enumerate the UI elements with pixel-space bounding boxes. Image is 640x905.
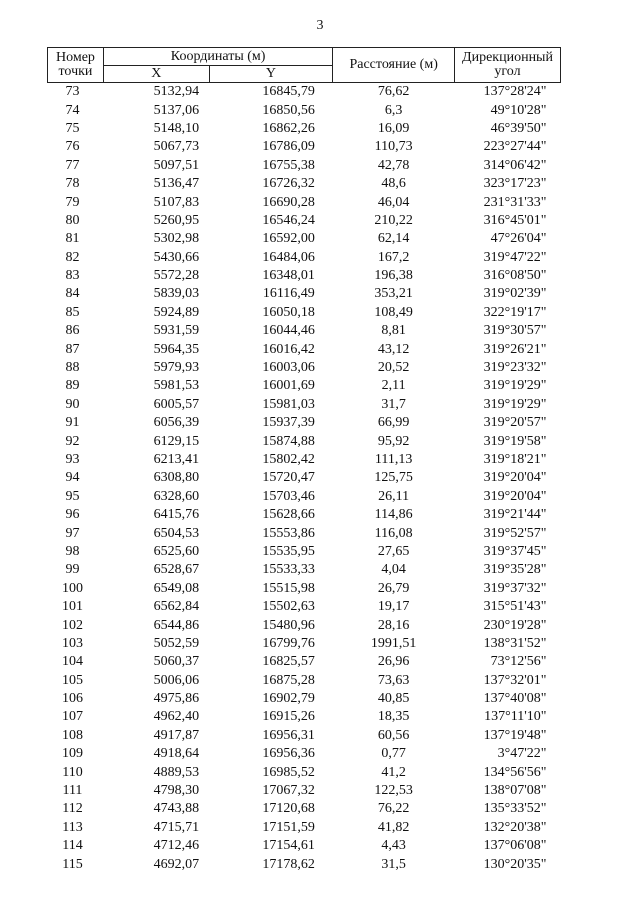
cell-y: 16786,09 bbox=[262, 139, 315, 155]
cell-x: 5136,47 bbox=[153, 176, 200, 192]
cell-point-number: 91 bbox=[65, 415, 80, 431]
page-number: 3 bbox=[316, 18, 324, 33]
table-row bbox=[48, 782, 561, 800]
cell-point-number: 115 bbox=[62, 856, 83, 872]
cell-point-number: 76 bbox=[65, 139, 80, 155]
cell-point-number: 73 bbox=[65, 84, 80, 100]
cell-direction-angle: 132°20'38" bbox=[483, 819, 547, 835]
table-row bbox=[48, 469, 561, 487]
cell-direction-angle: 319°26'21" bbox=[483, 341, 547, 357]
cell-direction-angle: 319°35'28" bbox=[483, 562, 547, 578]
cell-direction-angle: 314°06'42" bbox=[483, 157, 547, 173]
cell-distance: 353,21 bbox=[374, 286, 413, 302]
cell-direction-angle: 223°27'44" bbox=[483, 139, 547, 155]
cell-distance: 4,04 bbox=[381, 562, 406, 578]
cell-point-number: 89 bbox=[65, 378, 80, 394]
cell-distance: 46,04 bbox=[377, 194, 410, 210]
cell-y: 15802,42 bbox=[262, 452, 315, 467]
cell-direction-angle: 319°19'58" bbox=[483, 433, 547, 449]
cell-x: 4798,30 bbox=[153, 783, 200, 799]
cell-distance: 8,81 bbox=[381, 323, 406, 339]
cell-point-number: 109 bbox=[61, 746, 83, 762]
table-row bbox=[48, 138, 561, 156]
cell-distance: 76,22 bbox=[377, 801, 410, 817]
cell-direction-angle: 134°56'56" bbox=[483, 764, 547, 780]
table-row bbox=[48, 506, 561, 524]
cell-x: 4889,53 bbox=[153, 764, 200, 780]
cell-y: 15515,98 bbox=[262, 580, 315, 596]
table-row bbox=[48, 763, 561, 781]
cell-distance: 110,73 bbox=[374, 139, 413, 155]
cell-distance: 43,12 bbox=[377, 341, 410, 357]
cell-point-number: 112 bbox=[62, 801, 83, 817]
cell-distance: 26,96 bbox=[377, 654, 410, 670]
cell-x: 5006,06 bbox=[153, 672, 200, 688]
cell-distance: 4,43 bbox=[381, 838, 406, 854]
cell-y: 16044,46 bbox=[262, 323, 315, 339]
cell-point-number: 77 bbox=[65, 157, 80, 173]
cell-direction-angle: 231°31'33" bbox=[483, 194, 547, 210]
table-row bbox=[48, 543, 561, 561]
cell-y: 16348,01 bbox=[262, 268, 315, 284]
cell-direction-angle: 230°19'28" bbox=[483, 617, 547, 633]
header-point-number-line2: точки bbox=[58, 64, 93, 79]
cell-x: 5060,37 bbox=[153, 654, 200, 670]
cell-y: 16862,26 bbox=[262, 120, 315, 136]
cell-x: 4918,64 bbox=[153, 746, 200, 762]
cell-direction-angle: 319°20'57" bbox=[483, 415, 547, 431]
table-row bbox=[48, 377, 561, 395]
cell-y: 16799,76 bbox=[262, 635, 315, 651]
header-point-number-line1: Номер bbox=[56, 50, 95, 65]
header-direction-angle-line2: угол bbox=[494, 64, 521, 79]
cell-y: 16956,36 bbox=[262, 746, 315, 762]
cell-distance: 16,09 bbox=[377, 120, 410, 136]
table-row bbox=[48, 193, 561, 211]
table-header bbox=[48, 48, 561, 83]
table-row bbox=[48, 635, 561, 653]
cell-distance: 26,11 bbox=[378, 488, 410, 504]
cell-x: 5964,35 bbox=[153, 341, 200, 357]
cell-y: 17067,32 bbox=[262, 783, 315, 799]
cell-y: 16985,52 bbox=[262, 764, 315, 780]
cell-y: 15981,03 bbox=[262, 396, 315, 412]
cell-x: 5979,93 bbox=[153, 360, 200, 376]
cell-point-number: 87 bbox=[65, 341, 80, 357]
cell-y: 16116,49 bbox=[262, 286, 315, 302]
cell-distance: 95,92 bbox=[377, 433, 410, 449]
cell-direction-angle: 137°06'08" bbox=[483, 838, 547, 854]
cell-distance: 20,52 bbox=[377, 360, 410, 376]
header-coordinates: Координаты (м) bbox=[103, 48, 332, 66]
cell-direction-angle: 319°52'57" bbox=[483, 525, 547, 541]
cell-point-number: 99 bbox=[65, 562, 80, 578]
cell-y: 16003,06 bbox=[262, 360, 315, 376]
table-row bbox=[48, 745, 561, 763]
cell-x: 5302,98 bbox=[153, 231, 200, 247]
cell-direction-angle: 46°39'50" bbox=[490, 120, 547, 136]
cell-y: 15535,95 bbox=[262, 543, 315, 559]
header-y: Y bbox=[209, 66, 333, 83]
cell-distance: 66,99 bbox=[377, 415, 410, 431]
cell-x: 6213,41 bbox=[153, 452, 200, 467]
cell-y: 16956,31 bbox=[262, 727, 315, 743]
cell-x: 4712,46 bbox=[153, 838, 200, 854]
cell-y: 16915,26 bbox=[262, 709, 315, 725]
cell-x: 6328,60 bbox=[153, 488, 200, 504]
cell-distance: 2,11 bbox=[381, 378, 406, 394]
cell-point-number: 95 bbox=[65, 488, 80, 504]
cell-direction-angle: 138°31'52" bbox=[483, 635, 547, 651]
cell-point-number: 81 bbox=[65, 231, 80, 247]
cell-y: 16050,18 bbox=[262, 304, 315, 320]
cell-distance: 18,35 bbox=[377, 709, 410, 725]
cell-point-number: 84 bbox=[65, 286, 80, 302]
table-row bbox=[48, 727, 561, 745]
cell-point-number: 90 bbox=[65, 396, 80, 412]
cell-distance: 40,85 bbox=[377, 691, 410, 707]
cell-y: 17151,59 bbox=[262, 819, 315, 835]
cell-x: 6528,67 bbox=[153, 562, 200, 578]
cell-x: 5052,59 bbox=[153, 635, 200, 651]
table-row bbox=[48, 285, 561, 303]
cell-x: 5132,94 bbox=[153, 84, 200, 100]
cell-point-number: 74 bbox=[65, 102, 80, 118]
table-row bbox=[48, 598, 561, 616]
cell-direction-angle: 137°11'10" bbox=[484, 709, 547, 725]
cell-y: 16845,79 bbox=[262, 84, 315, 100]
table-row bbox=[48, 708, 561, 726]
cell-direction-angle: 138°07'08" bbox=[483, 783, 547, 799]
cell-point-number: 106 bbox=[61, 691, 83, 707]
cell-y: 15720,47 bbox=[262, 470, 315, 486]
cell-y: 16850,56 bbox=[262, 102, 315, 118]
cell-y: 15628,66 bbox=[262, 507, 315, 523]
table-row bbox=[48, 101, 561, 119]
cell-direction-angle: 319°19'29" bbox=[483, 396, 547, 412]
cell-direction-angle: 319°47'22" bbox=[483, 249, 547, 265]
cell-y: 16825,57 bbox=[262, 654, 315, 670]
table-row bbox=[48, 175, 561, 193]
cell-point-number: 88 bbox=[65, 360, 80, 376]
cell-distance: 210,22 bbox=[374, 212, 413, 228]
cell-distance: 0,77 bbox=[381, 746, 406, 762]
cell-direction-angle: 319°21'44" bbox=[483, 507, 547, 523]
cell-x: 6005,57 bbox=[153, 396, 200, 412]
table-row bbox=[48, 212, 561, 230]
header-direction-angle bbox=[455, 48, 561, 83]
header-x: X bbox=[103, 66, 209, 83]
cell-distance: 62,14 bbox=[377, 231, 410, 247]
cell-direction-angle: 316°08'50" bbox=[483, 268, 547, 284]
cell-x: 6544,86 bbox=[153, 617, 200, 633]
cell-direction-angle: 323°17'23" bbox=[483, 176, 547, 192]
cell-direction-angle: 319°23'32" bbox=[483, 360, 547, 376]
cell-point-number: 82 bbox=[65, 249, 80, 265]
table-row bbox=[48, 230, 561, 248]
cell-point-number: 79 bbox=[65, 194, 80, 210]
cell-x: 6549,08 bbox=[153, 580, 200, 596]
cell-direction-angle: 49°10'28" bbox=[490, 102, 547, 118]
cell-distance: 122,53 bbox=[374, 783, 413, 799]
cell-y: 16902,79 bbox=[262, 691, 315, 707]
cell-y: 17178,62 bbox=[262, 856, 315, 872]
cell-x: 5981,53 bbox=[153, 378, 200, 394]
cell-direction-angle: 319°02'39" bbox=[483, 286, 547, 302]
cell-x: 5137,06 bbox=[153, 102, 200, 118]
cell-distance: 196,38 bbox=[374, 268, 413, 284]
cell-x: 4975,86 bbox=[153, 691, 200, 707]
cell-direction-angle: 319°37'32" bbox=[483, 580, 547, 596]
cell-direction-angle: 319°30'57" bbox=[483, 323, 547, 339]
cell-distance: 31,5 bbox=[381, 856, 406, 872]
cell-x: 5148,10 bbox=[153, 120, 200, 136]
cell-point-number: 108 bbox=[61, 727, 83, 743]
cell-direction-angle: 137°32'01" bbox=[483, 672, 547, 688]
cell-distance: 73,63 bbox=[377, 672, 410, 688]
cell-point-number: 85 bbox=[65, 304, 80, 320]
cell-y: 15937,39 bbox=[262, 415, 315, 431]
table-row bbox=[48, 83, 561, 102]
cell-x: 6129,15 bbox=[153, 433, 200, 449]
header-distance: Расстояние (м) bbox=[333, 48, 455, 83]
cell-y: 16726,32 bbox=[262, 176, 315, 192]
cell-direction-angle: 137°19'48" bbox=[483, 727, 547, 743]
table-row bbox=[48, 561, 561, 579]
table-row bbox=[48, 359, 561, 377]
cell-x: 4917,87 bbox=[153, 727, 200, 743]
table-row bbox=[48, 267, 561, 285]
cell-direction-angle: 130°20'35" bbox=[483, 856, 547, 872]
table-row bbox=[48, 340, 561, 358]
table-row bbox=[48, 524, 561, 542]
cell-y: 15553,86 bbox=[262, 525, 315, 541]
cell-y: 16592,00 bbox=[262, 231, 315, 247]
cell-direction-angle: 137°40'08" bbox=[483, 691, 547, 707]
cell-distance: 76,62 bbox=[377, 84, 410, 100]
table-row bbox=[48, 690, 561, 708]
table-row bbox=[48, 837, 561, 855]
table-row bbox=[48, 322, 561, 340]
table-row bbox=[48, 488, 561, 506]
cell-y: 15533,33 bbox=[262, 562, 315, 578]
cell-y: 16875,28 bbox=[262, 672, 315, 688]
cell-x: 6056,39 bbox=[153, 415, 200, 431]
cell-distance: 167,2 bbox=[377, 249, 410, 265]
coordinates-table bbox=[47, 47, 561, 874]
cell-distance: 26,79 bbox=[377, 580, 410, 596]
cell-y: 16755,38 bbox=[262, 157, 315, 173]
cell-x: 5107,83 bbox=[153, 194, 200, 210]
table-row bbox=[48, 432, 561, 450]
table-row bbox=[48, 672, 561, 690]
cell-point-number: 114 bbox=[62, 838, 83, 854]
cell-x: 5097,51 bbox=[153, 157, 200, 173]
cell-direction-angle: 319°18'21" bbox=[483, 452, 547, 467]
cell-y: 16690,28 bbox=[262, 194, 315, 210]
cell-x: 5260,95 bbox=[153, 212, 200, 228]
cell-point-number: 94 bbox=[65, 470, 80, 486]
cell-y: 15480,96 bbox=[262, 617, 315, 633]
cell-y: 16001,69 bbox=[262, 378, 315, 394]
cell-distance: 114,86 bbox=[374, 507, 413, 523]
table-row bbox=[48, 580, 561, 598]
cell-x: 5430,66 bbox=[153, 249, 200, 265]
cell-point-number: 98 bbox=[65, 543, 80, 559]
cell-point-number: 100 bbox=[61, 580, 83, 596]
cell-distance: 42,78 bbox=[377, 157, 410, 173]
cell-distance: 48,6 bbox=[381, 176, 406, 192]
cell-direction-angle: 319°37'45" bbox=[483, 543, 547, 559]
cell-point-number: 97 bbox=[65, 525, 80, 541]
cell-direction-angle: 319°20'04" bbox=[483, 470, 547, 486]
cell-point-number: 86 bbox=[65, 323, 80, 339]
cell-point-number: 107 bbox=[61, 709, 83, 725]
cell-direction-angle: 315°51'43" bbox=[483, 599, 547, 615]
cell-point-number: 92 bbox=[65, 433, 80, 449]
cell-direction-angle: 316°45'01" bbox=[483, 212, 547, 228]
table-row bbox=[48, 414, 561, 432]
cell-y: 16016,42 bbox=[262, 341, 315, 357]
table-row bbox=[48, 120, 561, 138]
cell-direction-angle: 319°19'29" bbox=[483, 378, 547, 394]
cell-y: 16484,06 bbox=[262, 249, 315, 265]
cell-distance: 19,17 bbox=[377, 599, 410, 615]
cell-point-number: 110 bbox=[62, 764, 83, 780]
cell-x: 4962,40 bbox=[153, 709, 200, 725]
cell-point-number: 83 bbox=[65, 268, 80, 284]
cell-x: 5572,28 bbox=[153, 268, 200, 284]
table-row bbox=[48, 304, 561, 322]
cell-x: 4715,71 bbox=[153, 819, 200, 835]
table-row bbox=[48, 616, 561, 634]
cell-x: 5067,73 bbox=[153, 139, 200, 155]
cell-y: 15502,63 bbox=[262, 599, 315, 615]
cell-direction-angle: 47°26'04" bbox=[490, 231, 547, 247]
table-row bbox=[48, 396, 561, 414]
cell-distance: 28,16 bbox=[377, 617, 410, 633]
cell-point-number: 93 bbox=[65, 452, 80, 467]
cell-point-number: 78 bbox=[65, 176, 80, 192]
cell-x: 5924,89 bbox=[153, 304, 200, 320]
cell-distance: 41,82 bbox=[377, 819, 410, 835]
table-row bbox=[48, 249, 561, 267]
cell-direction-angle: 3°47'22" bbox=[497, 746, 547, 762]
cell-x: 6525,60 bbox=[153, 543, 200, 559]
cell-distance: 116,08 bbox=[374, 525, 413, 541]
cell-distance: 27,65 bbox=[377, 543, 410, 559]
cell-x: 4743,88 bbox=[153, 801, 200, 817]
table-body bbox=[48, 83, 561, 874]
cell-direction-angle: 137°28'24" bbox=[483, 84, 547, 100]
cell-point-number: 102 bbox=[61, 617, 83, 633]
cell-y: 17120,68 bbox=[262, 801, 315, 817]
table-row bbox=[48, 855, 561, 873]
cell-distance: 31,7 bbox=[381, 396, 406, 412]
cell-distance: 41,2 bbox=[381, 764, 406, 780]
cell-x: 5931,59 bbox=[153, 323, 200, 339]
cell-x: 5839,03 bbox=[153, 286, 200, 302]
table-row bbox=[48, 157, 561, 175]
cell-x: 4692,07 bbox=[153, 856, 200, 872]
cell-point-number: 96 bbox=[65, 507, 80, 523]
cell-direction-angle: 322°19'17" bbox=[483, 304, 547, 320]
cell-point-number: 104 bbox=[61, 654, 83, 670]
cell-point-number: 101 bbox=[61, 599, 83, 615]
table-row bbox=[48, 451, 561, 469]
cell-distance: 111,13 bbox=[374, 452, 413, 467]
header-direction-angle-line1: Дирекционный bbox=[462, 50, 553, 65]
header-point-number bbox=[48, 48, 104, 83]
cell-x: 6504,53 bbox=[153, 525, 200, 541]
table-row bbox=[48, 653, 561, 671]
cell-point-number: 103 bbox=[61, 635, 83, 651]
cell-direction-angle: 319°20'04" bbox=[483, 488, 547, 504]
cell-distance: 108,49 bbox=[374, 304, 413, 320]
table-row bbox=[48, 800, 561, 818]
cell-direction-angle: 135°33'52" bbox=[483, 801, 547, 817]
cell-distance: 6,3 bbox=[384, 102, 403, 118]
cell-point-number: 113 bbox=[62, 819, 83, 835]
cell-point-number: 75 bbox=[65, 120, 80, 136]
cell-x: 6562,84 bbox=[153, 599, 200, 615]
cell-y: 16546,24 bbox=[262, 212, 315, 228]
cell-y: 15703,46 bbox=[262, 488, 315, 504]
table-row bbox=[48, 819, 561, 837]
cell-x: 6415,76 bbox=[153, 507, 200, 523]
cell-x: 6308,80 bbox=[153, 470, 200, 486]
cell-y: 15874,88 bbox=[262, 433, 315, 449]
cell-direction-angle: 73°12'56" bbox=[490, 654, 547, 670]
cell-distance: 1991,51 bbox=[370, 635, 417, 651]
cell-y: 17154,61 bbox=[262, 838, 315, 854]
cell-point-number: 80 bbox=[65, 212, 80, 228]
cell-point-number: 105 bbox=[61, 672, 83, 688]
cell-distance: 125,75 bbox=[374, 470, 413, 486]
cell-point-number: 111 bbox=[62, 783, 83, 799]
cell-distance: 60,56 bbox=[377, 727, 410, 743]
